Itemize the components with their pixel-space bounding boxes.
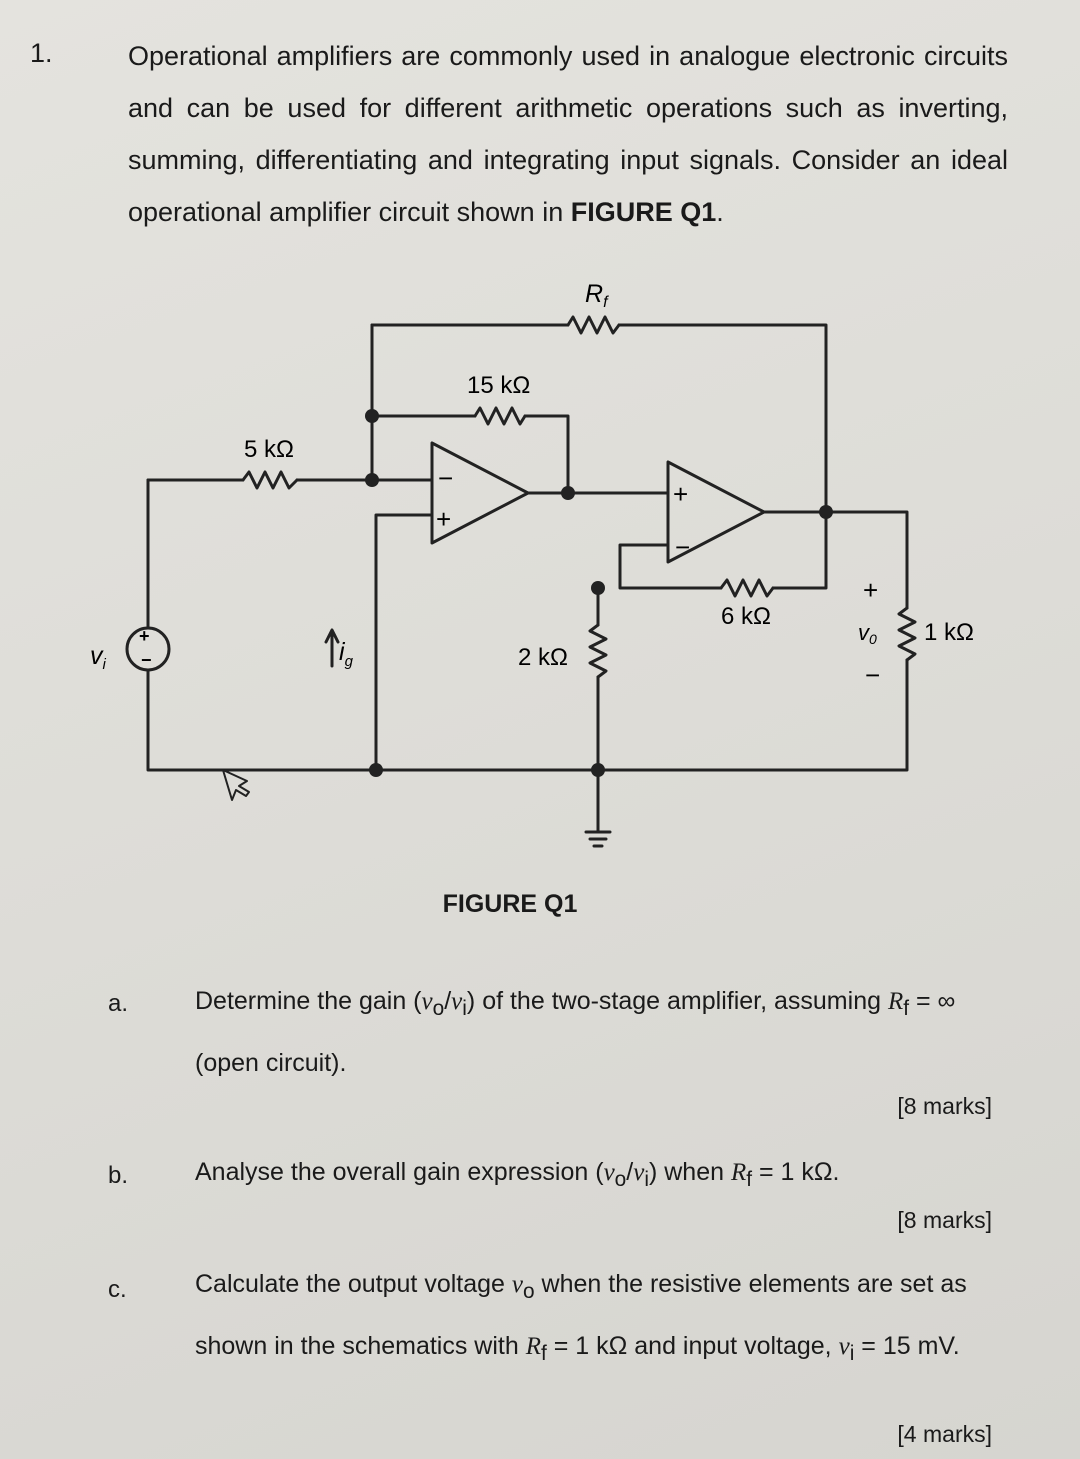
mouse-cursor [223, 770, 249, 800]
wire-1k-bottom [598, 660, 907, 770]
ground-symbol [586, 832, 610, 846]
wire-opamp2-out [764, 512, 907, 608]
resistor-5k [243, 472, 297, 488]
label-1k: 1 kΩ [924, 619, 974, 646]
wire-6k-out [773, 512, 826, 588]
resistor-15k [475, 408, 525, 424]
wire-nodeA [372, 325, 432, 480]
wire-left-top [148, 480, 598, 770]
wire-opamp2-minus [620, 545, 721, 588]
op-amp-2-plus: + [673, 479, 689, 509]
resistor-2k [590, 625, 606, 677]
part-c-text: Calculate the output voltage $v_o$ when the resistive elements are set as shown in the schematics with $R_f = 1$ kΩ and input voltage, $v_i = 15$ mV. [195, 1270, 967, 1365]
question-intro: Operational amplifiers are commonly used in analogue electronic circuits and can be used for different arithmetic operations such as inverting, summing, differentiating and integrating input signals. Consider an ideal operational amplifier circuit shown in FIGURE Q1. [128, 41, 1008, 227]
part-a-text: Determine the gain $(v_o/v_i)$ of the two-stage amplifier, assuming $R_f$ = ∞ (open circuit). [195, 987, 956, 1077]
part-b-letter: b. [108, 1162, 129, 1189]
op-amp-1-minus: − [438, 463, 454, 493]
op-amp-1-plus: + [436, 504, 452, 534]
figure-caption: FIGURE Q1 [442, 890, 578, 918]
part-b-marks: [8 marks] [897, 1207, 992, 1233]
op-amp-2-minus: − [675, 532, 691, 562]
resistor-1k [899, 608, 915, 660]
vo-plus: + [863, 575, 879, 605]
source-minus: − [141, 650, 152, 670]
resistor-rf [568, 317, 619, 333]
part-c-letter: c. [108, 1276, 127, 1303]
resistor-6k [721, 580, 773, 596]
figure-reference: FIGURE Q1 [570, 197, 717, 227]
current-arrow [326, 630, 338, 666]
vo-minus: − [865, 660, 881, 690]
part-a-letter: a. [108, 990, 129, 1017]
label-5k: 5 kΩ [244, 436, 294, 463]
label-15k: 15 kΩ [467, 372, 531, 399]
label-rf: $R_f$ [585, 280, 608, 311]
label-vi: $v_i$ [90, 642, 106, 673]
label-6k: 6 kΩ [721, 603, 771, 630]
question-number: 1. [30, 38, 53, 68]
part-a-marks: [8 marks] [897, 1093, 992, 1119]
wire-15k-right [525, 416, 568, 493]
part-c-marks: [4 marks] [897, 1421, 992, 1447]
label-2k: 2 kΩ [518, 644, 568, 671]
label-vo: v0 [858, 620, 877, 647]
wire-rf-right [619, 325, 826, 512]
source-plus: + [139, 626, 150, 646]
label-ig: $i_g$ [339, 638, 353, 670]
wire-opamp1-plus [376, 515, 432, 770]
part-b-text: Analyse the overall gain expression $(v_o/v_i)$ when $R_f = 1$ kΩ. [195, 1158, 840, 1191]
